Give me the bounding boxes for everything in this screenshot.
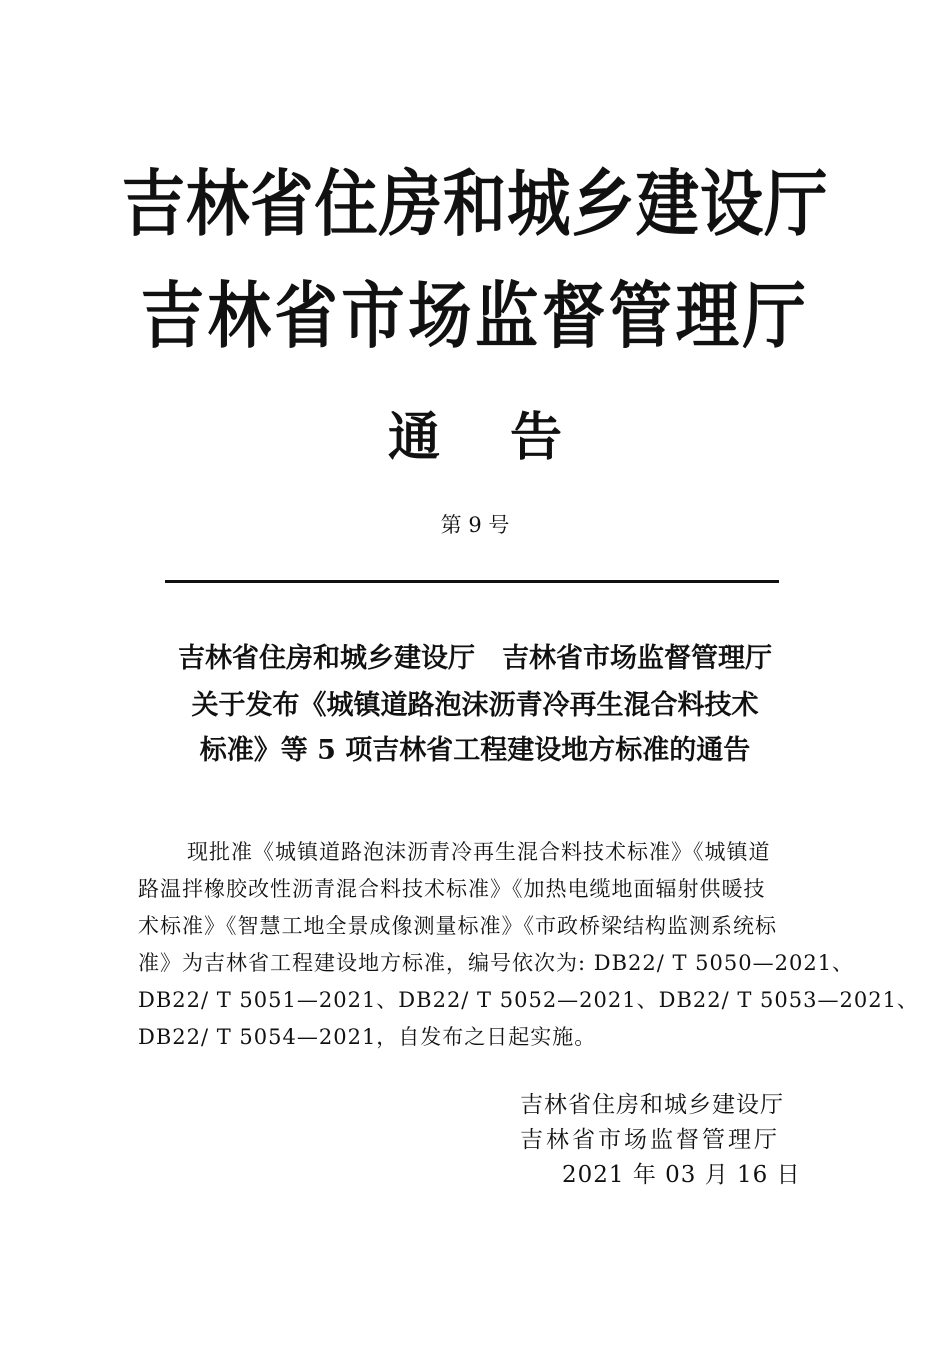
body-paragraph-line: 术标准》《智慧工地全景成像测量标准》《市政桥梁结构监测系统标 bbox=[138, 914, 777, 938]
announcement-headline-line-2: 关于发布《城镇道路泡沫沥青冷再生混合料技术 bbox=[191, 690, 759, 721]
body-paragraph-line: DB22/ T 5054—2021，自发布之日起实施。 bbox=[138, 1025, 597, 1049]
body-paragraph-line: 准》为吉林省工程建设地方标准，编号依次为: DB22/ T 5050—2021、 bbox=[138, 951, 855, 975]
signature-date: 2021 年 03 月 16 日 bbox=[562, 1162, 801, 1188]
body-paragraph-line: 现批准《城镇道路泡沫沥青冷再生混合料技术标准》《城镇道 bbox=[187, 840, 771, 864]
announcement-headline-line-1: 吉林省住房和城乡建设厅 吉林省市场监督管理厅 bbox=[178, 643, 772, 674]
signature-org-market-supervision: 吉林省市场监督管理厅 bbox=[520, 1127, 780, 1153]
header-divider bbox=[165, 580, 779, 583]
body-paragraph-line: DB22/ T 5051—2021、DB22/ T 5052—2021、DB22/ T 5053—2021、 bbox=[138, 988, 919, 1012]
announcement-headline-line-3: 标准》等 5 项吉林省工程建设地方标准的通告 bbox=[199, 735, 751, 766]
body-paragraph-line: 路温拌橡胶改性沥青混合料技术标准》《加热电缆地面辐射供暖技 bbox=[138, 877, 766, 901]
document-number: 第 9 号 bbox=[440, 513, 510, 537]
signature-org-housing-department: 吉林省住房和城乡建设厅 bbox=[520, 1092, 784, 1118]
document-type-title: 通告 bbox=[387, 408, 632, 468]
issuer-title-housing-department: 吉林省住房和城乡建设厅 bbox=[121, 162, 829, 246]
issuer-title-market-supervision: 吉林省市场监督管理厅 bbox=[140, 274, 810, 358]
